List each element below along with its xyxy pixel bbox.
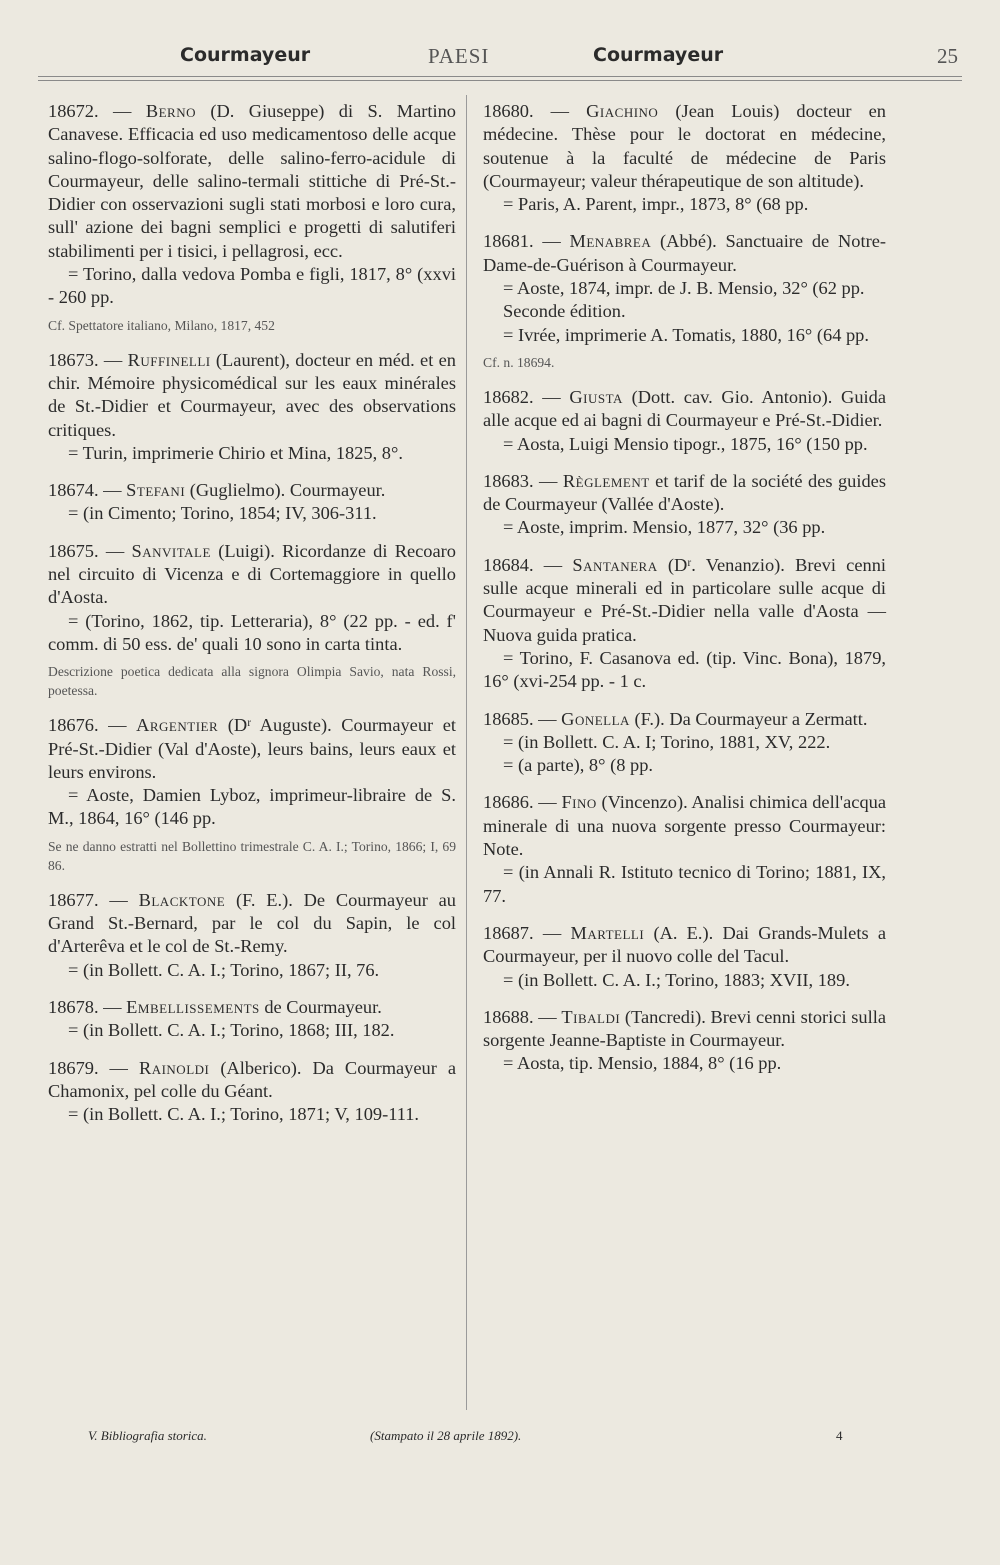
entry-author: Tibaldi (561, 1006, 621, 1027)
entry-publication: = Aosta, Luigi Mensio tipogr., 1875, 16° (150 pp. (503, 433, 868, 454)
bibliography-entry (483, 922, 886, 992)
bibliography-entry (48, 479, 456, 526)
entry-author: Embellissements (126, 996, 260, 1017)
entry-text (48, 479, 456, 502)
footer-signature: 4 (836, 1428, 843, 1443)
entry-text (483, 554, 886, 647)
entry-publication: = (in Bollett. C. A. I.; Torino, 1868; III, 182. (68, 1020, 395, 1041)
page-footer (88, 1428, 960, 1452)
entry-publication: = (in Bollett. C. A. I; Torino, 1881, XV, 222. (503, 731, 831, 752)
entry-title: de Courmayeur. (259, 996, 382, 1017)
entry-title: (Dott. cav. Gio. Antonio). Guida alle acque ed ai bagni di Courmayeur e Pré-St.-Didier. (483, 386, 886, 431)
bibliography-entry (483, 386, 886, 456)
entry-title: (Tancredi). Brevi cenni storici sulla sorgente Jeanne-Baptiste in Courmayeur. (483, 1006, 886, 1051)
entry-title: (Vincenzo). Analisi chimica dell'acqua minerale di una nuova sorgente presso Courmayeur: Note. (483, 792, 886, 860)
entry-author: Sanvitale (131, 540, 211, 561)
entry-text (48, 100, 456, 263)
entry-note: Cf. Spettatore italiano, Milano, 1817, 452 (48, 317, 275, 333)
entry-publication: = Ivrée, imprimerie A. Tomatis, 1880, 16° (64 pp. (503, 324, 869, 345)
entry-title: (A. E.). Dai Grands-Mulets a Courmayeur, per il nuovo colle del Tacul. (483, 922, 887, 967)
entry-number: 18688. — (483, 1006, 557, 1027)
header-left-title: Courmayeur (180, 44, 311, 66)
left-column (48, 100, 456, 1140)
bibliography-entry (48, 996, 456, 1043)
header-rule-bottom (38, 80, 962, 81)
entry-number: 18680. — (483, 101, 570, 121)
entry-title: (Dʳ. Venanzio). Brevi cenni sulle acque minerali ed in particolare sulle acque di Courmayeur e Pré-St.-Didier nella valle d'Aosta — Nuova guida pratica. (483, 554, 886, 645)
entry-publication: = (in Bollett. C. A. I.; Torino, 1867; II, 76. (68, 959, 380, 980)
entry-number: 18678. — (48, 996, 122, 1017)
entry-publication: = Paris, A. Parent, impr., 1873, 8° (68 pp. (503, 194, 809, 215)
entry-text (48, 540, 456, 610)
entry-title: (Dʳ Auguste). Courmayeur et Pré-St.-Didier (Val d'Aoste), leurs bains, leurs eaux et leurs environs. (48, 715, 456, 782)
column-divider (466, 95, 467, 1410)
header-rule-top (38, 76, 962, 77)
entry-publication: = (in Bollett. C. A. I.; Torino, 1883; XVII, 189. (503, 969, 850, 990)
entry-text (48, 996, 456, 1019)
entry-number: 18675. — (48, 540, 125, 561)
entry-publication: = Aoste, Damien Lyboz, imprimeur-libraire de S. M., 1864, 16° (146 pp. (48, 785, 456, 829)
entry-text (48, 889, 456, 959)
bibliography-entry (483, 708, 886, 778)
right-column (483, 100, 886, 1090)
entry-author: Blacktone (138, 889, 226, 910)
entry-text (483, 708, 886, 731)
entry-title: (D. Giuseppe) di S. Martino Canavese. Efficacia ed uso medicamentoso delle acque salino-flogo-solforate, delle salino-ferro-acidule di Courmayeur, delle salino-termali stittiche di Pré-St.-Didier con osservazioni sugli stati morbosi e loro cura, sull' azione dei bagni semplici e progetti di salutiferi stabilimenti per i tisici, i pellagrosi, ecc. (48, 101, 456, 261)
entry-number: 18677. — (48, 889, 128, 910)
bibliography-entry (483, 470, 886, 540)
page-number: 25 (937, 44, 958, 68)
entry-publication: = (a parte), 8° (8 pp. (503, 755, 653, 776)
entry-author: Fino (561, 792, 597, 813)
entry-publication: = Torino, F. Casanova ed. (tip. Vinc. Bona), 1879, 16° (xvi-254 pp. - 1 c. (483, 647, 886, 692)
entry-number: 18673. — (48, 349, 123, 370)
entry-text (48, 1057, 456, 1104)
bibliography-entry (483, 791, 886, 907)
bibliography-entry (483, 230, 886, 371)
entry-publication: = Aosta, tip. Mensio, 1884, 8° (16 pp. (503, 1053, 782, 1074)
bibliography-entry (48, 349, 456, 465)
entry-number: 18674. — (48, 480, 122, 501)
entry-text (48, 714, 456, 784)
footer-series: V. Bibliografia storica. (88, 1428, 207, 1443)
entry-title: (Luigi). Ricordanze di Recoaro nel circuito di Vicenza e di Cortemaggiore in quello d'Aosta. (48, 540, 456, 608)
footer-print-date: (Stampato il 28 aprile 1892). (370, 1428, 522, 1443)
entry-title: (Laurent), docteur en méd. et en chir. Mémoire physicomédical sur les eaux minérales de St.-Didier et Courmayeur, avec des observations critiques. (48, 349, 456, 440)
entry-publication: = Aoste, 1874, impr. de J. B. Mensio, 32° (62 pp. (503, 278, 865, 299)
header-center-title: PAESI (428, 44, 490, 68)
entry-title: et tarif de la société des guides de Courmayeur (Vallée d'Aoste). (483, 470, 886, 515)
entry-text (48, 349, 456, 442)
entry-text (483, 386, 886, 433)
entry-number: 18676. — (48, 715, 127, 736)
entry-text (483, 791, 886, 861)
entry-publication: = (in Cimento; Torino, 1854; IV, 306-311. (68, 503, 377, 524)
entry-title: (Alberico). Da Courmayeur a Chamonix, pel colle du Géant. (48, 1057, 456, 1101)
entry-publication: = Turin, imprimerie Chirio et Mina, 1825, 8°. (68, 442, 403, 463)
entry-author: Giusta (569, 386, 623, 407)
entry-text (483, 922, 886, 969)
entry-publication: Seconde édition. (503, 301, 626, 322)
entry-number: 18686. — (483, 792, 557, 813)
entry-publication: = (in Bollett. C. A. I.; Torino, 1871; V, 109-111. (68, 1104, 420, 1125)
entry-publication: = (Torino, 1862, tip. Letteraria), 8° (22 pp. - ed. f' comm. di 50 ess. de' quali 10 sono in carta tinta. (48, 610, 456, 654)
entry-title: (F. E.). De Courmayeur au Grand St.-Bernard, par le col du Sapin, le col d'Arterêva et le col de St.-Remy. (48, 889, 456, 957)
entry-author: Berno (145, 101, 196, 121)
bibliography-entry (483, 554, 886, 694)
entry-text (483, 470, 886, 517)
entry-text (483, 230, 886, 277)
entry-number: 18672. — (48, 101, 132, 121)
entry-number: 18682. — (483, 386, 561, 407)
bibliography-entry (48, 714, 456, 874)
entry-text (483, 100, 886, 193)
entry-author: Stefani (126, 480, 186, 501)
entry-title: (Jean Louis) docteur en médecine. Thèse pour le doctorat en médecine, soutenue à la faculté de médecine de Paris (Courmayeur; valeur thérapeutique de son altitude). (483, 101, 886, 191)
entry-author: Ruffinelli (127, 349, 211, 370)
entry-author: Rainoldi (138, 1057, 210, 1078)
entry-note: Descrizione poetica dedicata alla signora Olimpia Savio, nata Rossi, poetessa. (48, 664, 456, 699)
bibliography-entry (48, 100, 456, 335)
entry-number: 18687. — (483, 922, 562, 943)
bibliography-entry (483, 100, 886, 216)
running-header (40, 44, 960, 74)
entry-author: Gonella (561, 708, 630, 729)
entry-number: 18679. — (48, 1057, 128, 1078)
entry-publication: = Torino, dalla vedova Pomba e figli, 1817, 8° (xxvi - 260 pp. (48, 264, 456, 308)
bibliography-entry (48, 540, 456, 700)
header-right-title: Courmayeur (593, 44, 724, 66)
entry-number: 18684. — (483, 554, 563, 575)
entry-publication: = Aoste, imprim. Mensio, 1877, 32° (36 pp. (503, 517, 826, 538)
entry-publication: = (in Annali R. Istituto tecnico di Torino; 1881, IX, 77. (483, 862, 886, 906)
entry-author: Santanera (572, 554, 658, 575)
bibliography-entry (483, 1006, 886, 1076)
entry-note: Cf. n. 18694. (483, 354, 555, 370)
entry-text (483, 1006, 886, 1053)
bibliography-entry (48, 1057, 456, 1127)
bibliography-entry (48, 889, 456, 982)
entry-author: Martelli (570, 922, 645, 943)
entry-number: 18681. — (483, 231, 561, 252)
entry-note: Se ne danno estratti nel Bollettino trimestrale C. A. I.; Torino, 1866; I, 69 86. (48, 838, 456, 873)
entry-title: (F.). Da Courmayeur a Zermatt. (629, 708, 868, 729)
entry-title: (Abbé). Sanctuaire de Notre-Dame-de-Guérison à Courmayeur. (483, 231, 886, 275)
entry-author: Argentier (136, 715, 219, 736)
entry-number: 18685. — (483, 708, 557, 729)
entry-author: Règlement (562, 470, 650, 491)
entry-author: Menabrea (569, 231, 652, 252)
entry-number: 18683. — (483, 470, 558, 491)
entry-author: Giachino (586, 101, 659, 121)
entry-title: (Guglielmo). Courmayeur. (185, 480, 386, 501)
